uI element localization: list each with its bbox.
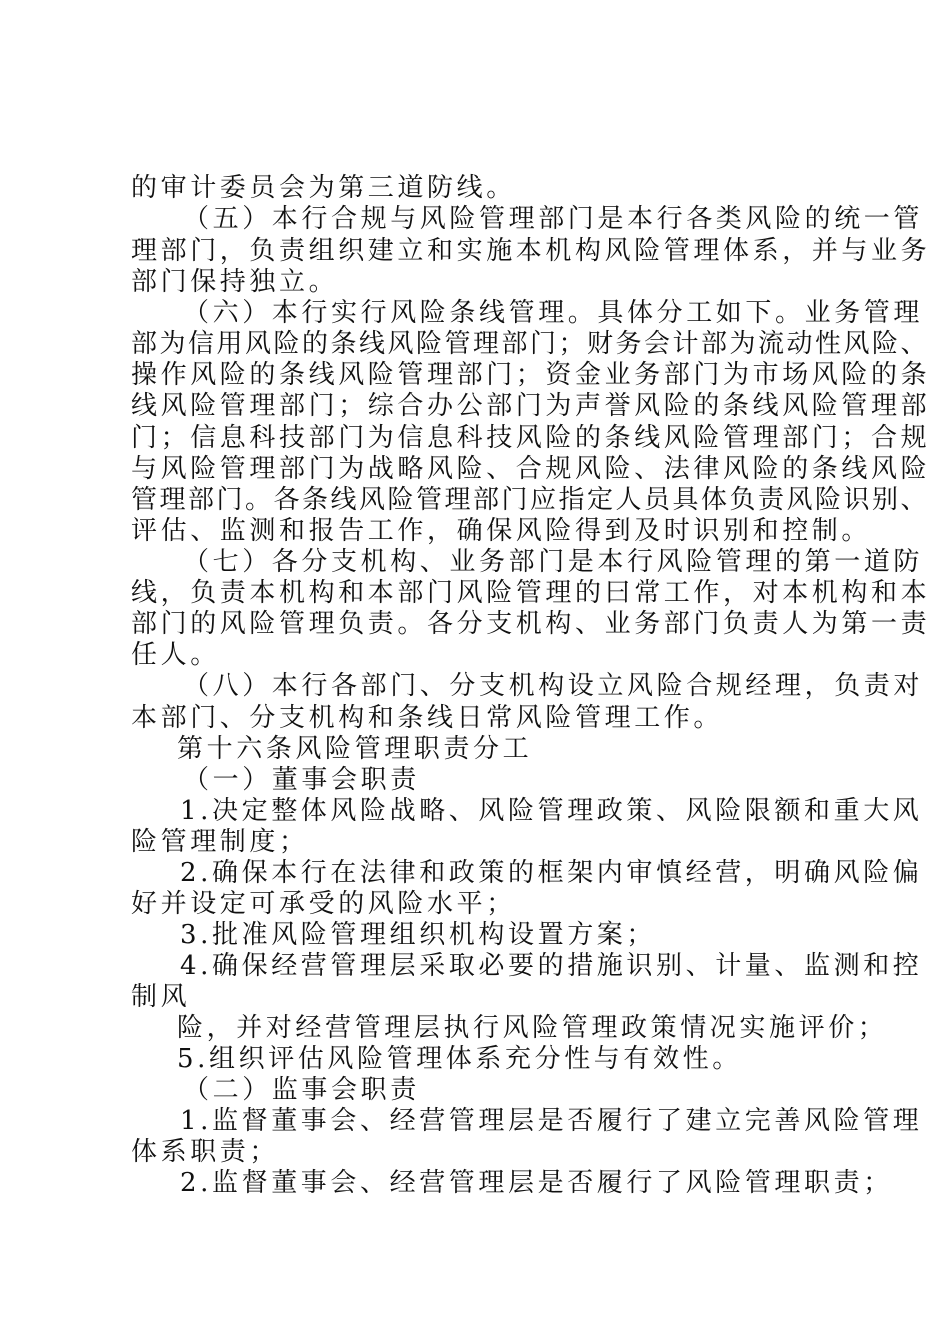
text-line: 的审计委员会为第三道防线。 — [131, 173, 516, 203]
subsection-heading: （一）董事会职责 — [183, 765, 420, 795]
text-line: 线，负责本机构和本部门风险管理的曰常工作，对本机构和本 — [131, 578, 931, 608]
text-line: 2.确保本行在法律和政策的框架内审慎经营，明确风险偏 — [180, 858, 923, 888]
text-line: 险管理制度； — [131, 827, 309, 857]
text-line: 线风险管理部门；综合办公部门为声誉风险的条线风险管理部 — [131, 391, 931, 421]
text-line: 部为信用风险的条线风险管理部门；财务会计部为流动性风险、 — [131, 329, 930, 359]
section-heading: 第十六条风险管理职责分工 — [177, 734, 533, 764]
text-line: 与风险管理部门为战略风险、合规风险、法律风险的条线风险 — [131, 454, 931, 484]
text-line: 5.组织评估风险管理体系充分性与有效性。 — [177, 1044, 742, 1074]
subsection-heading: （二）监事会职责 — [183, 1075, 420, 1105]
text-line: （六）本行实行风险条线管理。具体分工如下。业务管理 — [183, 298, 924, 328]
text-line: 险，并对经营管理层执行风险管理政策情况实施评价； — [177, 1013, 888, 1043]
text-line: 1.决定整体风险战略、风险管理政策、风险限额和重大风 — [180, 796, 923, 826]
text-line: 任人。 — [131, 640, 220, 670]
text-line: 部门的风险管理负责。各分支机构、业务部门负责人为第一责 — [131, 609, 931, 639]
text-line: （五）本行合规与风险管理部门是本行各类风险的统一管 — [183, 204, 924, 234]
text-line: 门；信息科技部门为信息科技风险的条线风险管理部门；合规 — [131, 423, 931, 453]
text-line: 体系职责； — [131, 1137, 280, 1167]
text-line: 4.确保经营管理层采取必要的措施识别、计量、监测和控 — [180, 951, 923, 981]
text-line: 本部门、分支机构和条线日常风险管理工作。 — [131, 703, 724, 733]
text-line: 管理部门。各条线风险管理部门应指定人员具体负责风险识别、 — [131, 485, 930, 515]
text-line: 2.监督董事会、经营管理层是否履行了风险管理职责； — [180, 1168, 893, 1198]
text-line: 好并设定可承受的风险水平； — [131, 889, 516, 919]
text-line: 评估、监测和报告工作，确保风险得到及时识别和控制。 — [131, 516, 872, 546]
text-line: （八）本行各部门、分支机构设立风险合规经理，负责对 — [183, 671, 924, 701]
text-line: 制风 — [131, 982, 191, 1012]
text-line: 3.批准风险管理组织机构设置方案； — [180, 920, 657, 950]
text-line: （七）各分支机构、业务部门是本行风险管理的第一道防 — [183, 547, 924, 577]
text-line: 操作风险的条线风险管理部门；资金业务部门为市场风险的条 — [131, 360, 931, 390]
text-line: 1.监督董事会、经营管理层是否履行了建立完善风险管理 — [180, 1106, 923, 1136]
text-line: 理部门，负责组织建立和实施本机构风险管理体系，并与业务 — [131, 236, 931, 266]
text-line: 部门保持独立。 — [131, 267, 339, 297]
